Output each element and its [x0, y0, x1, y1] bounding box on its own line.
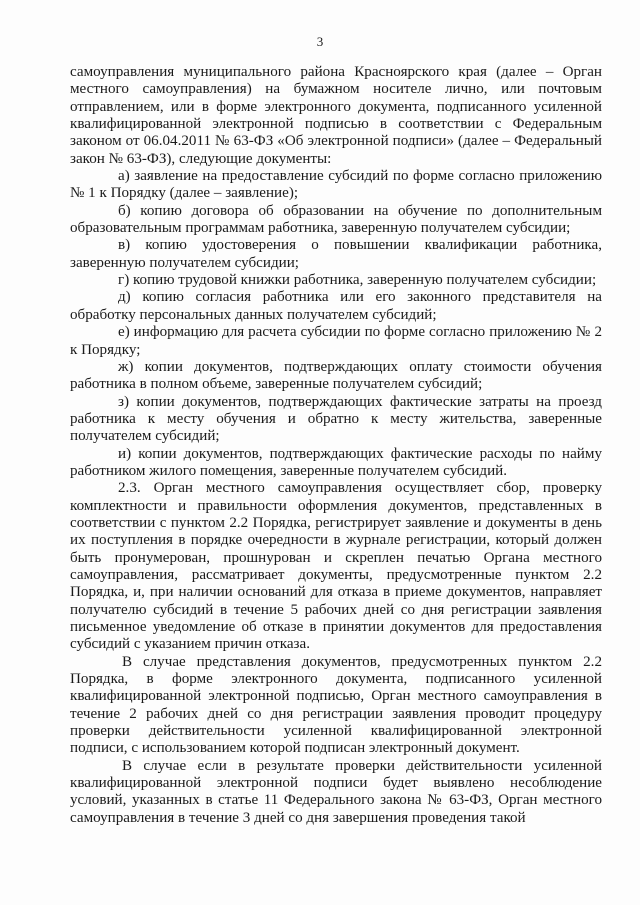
paragraph: В случае представления документов, предусмотренных пунктом 2.2 Порядка, в форме электронного документа, подписанного усиленной квалифицированной электронной подписью, Орган местного самоуправления в течение 2 рабочих дней со дня регистрации заявления проводит процедуру проверки действительности усиленной квалифицированной электронной подписи, с использованием которой подписан электронный документ.	[70, 653, 602, 757]
list-item-z: з) копии документов, подтверждающих фактические затраты на проезд работника к месту обучения и обратно к месту жительства, заверенные получателем субсидий;	[70, 393, 602, 445]
paragraph: В случае если в результате проверки действительности усиленной квалифицированной электронной подписи будет выявлено несоблюдение условий, указанных в статье 11 Федерального закона № 63-ФЗ, Орган местного самоуправления в течение 3 дней со дня завершения проведения такой	[70, 757, 602, 826]
list-item-g: г) копию трудовой книжки работника, заверенную получателем субсидии;	[118, 272, 597, 289]
list-item-a: а) заявление на предоставление субсидий по форме согласно приложению № 1 к Порядку (далее – заявление);	[70, 168, 602, 202]
list-item-v: в) копию удостоверения о повышении квалификации работника, заверенную получателем субсидии;	[70, 237, 602, 271]
section-2-3-paragraph: 2.3. Орган местного самоуправления осуществляет сбор, проверку комплектности и правильности оформления документов, представленных в соответствии с пунктом 2.2 Порядка, регистрирует заявление и документы в день их поступления в порядке очередности в журнале регистрации, который должен быть пронумерован, прошнурован и скреплен печатью Органа местного самоуправления, рассматривает документы, предусмотренные пунктом 2.2 Порядка, и, при наличии оснований для отказа в приеме документов, направляет получателю субсидий в течение 5 рабочих дней со дня регистрации заявления письменное уведомление об отказе в принятии документов для предоставления субсидий с указанием причин отказа.	[70, 480, 602, 653]
page-number: 3	[316, 34, 324, 49]
list-item-zh: ж) копии документов, подтверждающих оплату стоимости обучения работника в полном объеме, заверенные получателем субсидий;	[70, 358, 602, 393]
list-item-e: е) информацию для расчета субсидии по форме согласно приложению № 2 к Порядку;	[70, 324, 602, 358]
paragraph: самоуправления муниципального района Красноярского края (далее – Орган местного самоуправления) на бумажном носителе лично, или почтовым отправлением, или в форме электронного документа, подписанного усиленной квалифицированной электронной подписью в соответствии с Федеральным законом от 06.04.2011 № 63-ФЗ «Об электронной подписи» (далее – Федеральный закон № 63-ФЗ), следующие документы:	[70, 64, 602, 167]
document-body	[70, 64, 602, 827]
list-item-d: д) копию согласия работника или его законного представителя на обработку персональных данных получателем субсидий;	[70, 289, 602, 323]
list-item-b: б) копию договора об образовании на обучение по дополнительным образовательным программам работника, заверенную получателем субсидии;	[70, 202, 602, 237]
list-item-i: и) копии документов, подтверждающих фактические расходы по найму работником жилого помещения, заверенные получателем субсидий.	[70, 445, 602, 479]
